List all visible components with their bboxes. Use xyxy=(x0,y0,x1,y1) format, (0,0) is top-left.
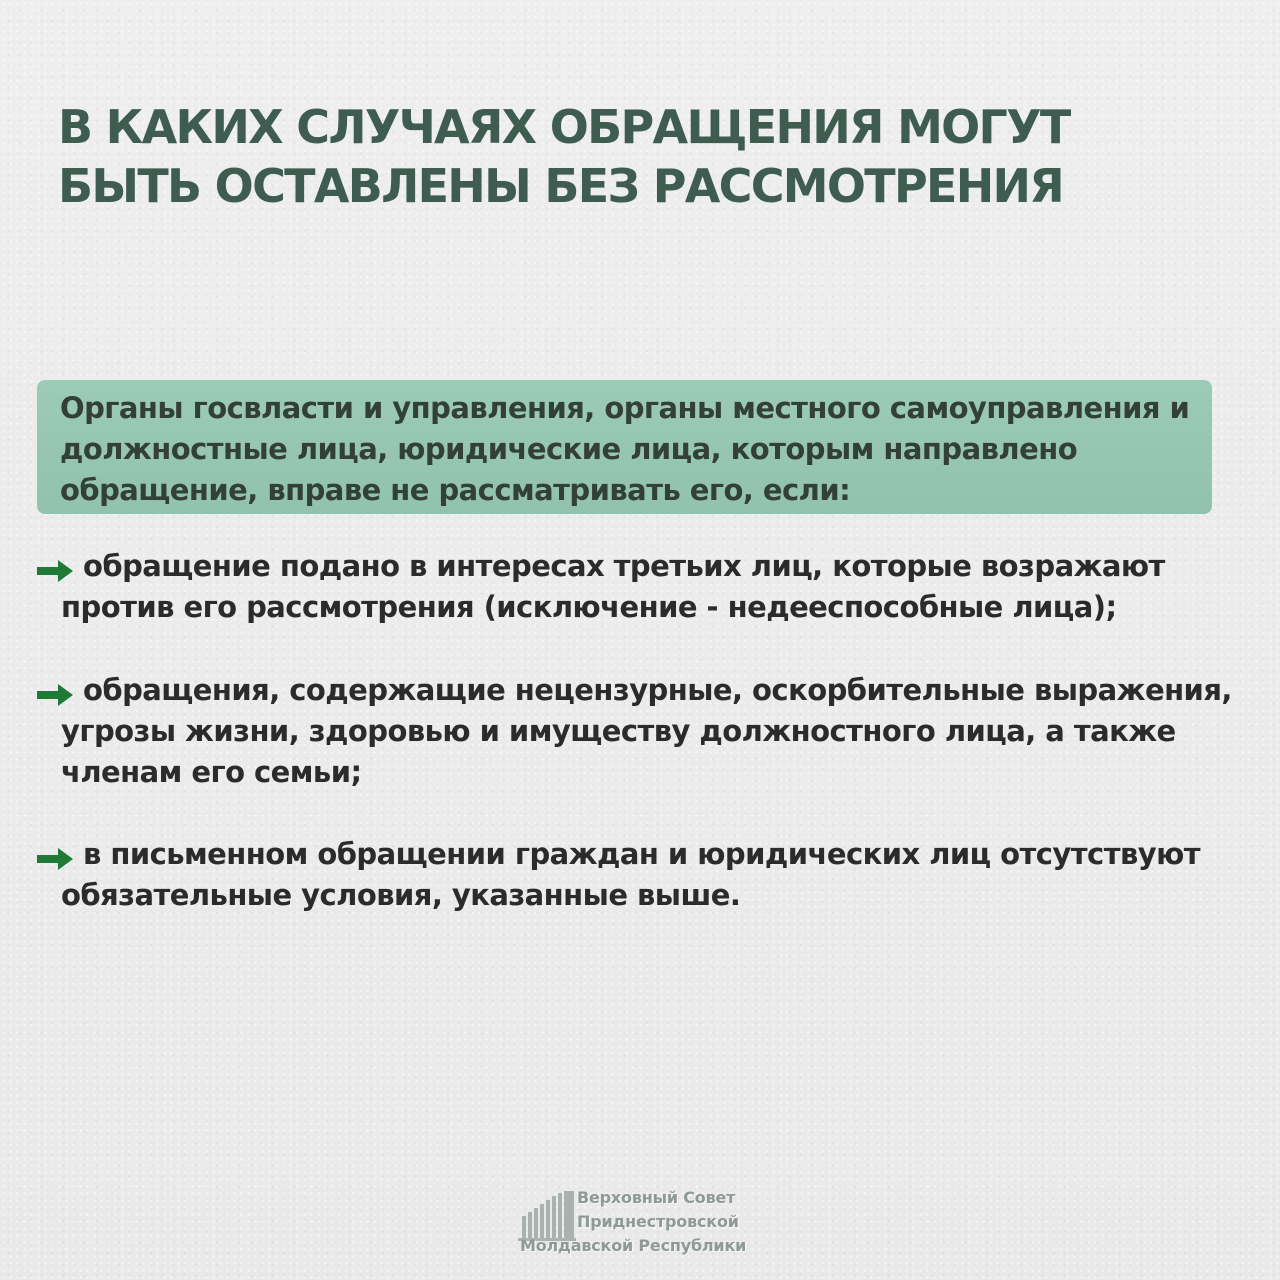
footer-line-2: Приднестровской xyxy=(577,1212,739,1231)
arrow-right-icon xyxy=(36,559,74,583)
condition-line: обязательные условия, указанные выше. xyxy=(61,878,741,912)
footer-line-3: Молдавской Республики xyxy=(520,1236,747,1255)
arrow-right-icon xyxy=(36,847,74,871)
condition-item xyxy=(36,834,1256,916)
page-title-line-2: БЫТЬ ОСТАВЛЕНЫ БЕЗ РАССМОТРЕНИЯ xyxy=(58,158,1064,213)
condition-line: в письменном обращении граждан и юридических лиц отсутствуют xyxy=(83,837,1201,871)
footer-logo xyxy=(518,1186,768,1262)
footer-organization-name xyxy=(518,1186,768,1258)
arrow-right-icon xyxy=(36,683,74,707)
intro-line-2: должностные лица, юридические лица, которым направлено xyxy=(60,432,1078,466)
condition-item xyxy=(36,670,1256,793)
condition-text xyxy=(36,546,1256,628)
condition-text xyxy=(36,670,1256,793)
page-title-line-1: В КАКИХ СЛУЧАЯХ ОБРАЩЕНИЯ МОГУТ xyxy=(58,100,1070,154)
intro-line-3: обращение, вправе не рассматривать его, если: xyxy=(60,473,851,507)
condition-text xyxy=(36,834,1256,916)
condition-line: членам его семьи; xyxy=(61,755,362,789)
intro-line-1: Органы госвласти и управления, органы местного самоуправления и xyxy=(60,391,1190,425)
condition-item xyxy=(36,546,1256,628)
condition-line: угрозы жизни, здоровью и имуществу должностного лица, а также xyxy=(61,714,1176,748)
condition-line: обращение подано в интересах третьих лиц, которые возражают xyxy=(83,549,1165,583)
condition-line: обращения, содержащие нецензурные, оскорбительные выражения, xyxy=(83,673,1232,707)
condition-line: против его рассмотрения (исключение - недееспособные лица); xyxy=(61,590,1117,624)
footer-line-1: Верховный Совет xyxy=(577,1188,736,1207)
